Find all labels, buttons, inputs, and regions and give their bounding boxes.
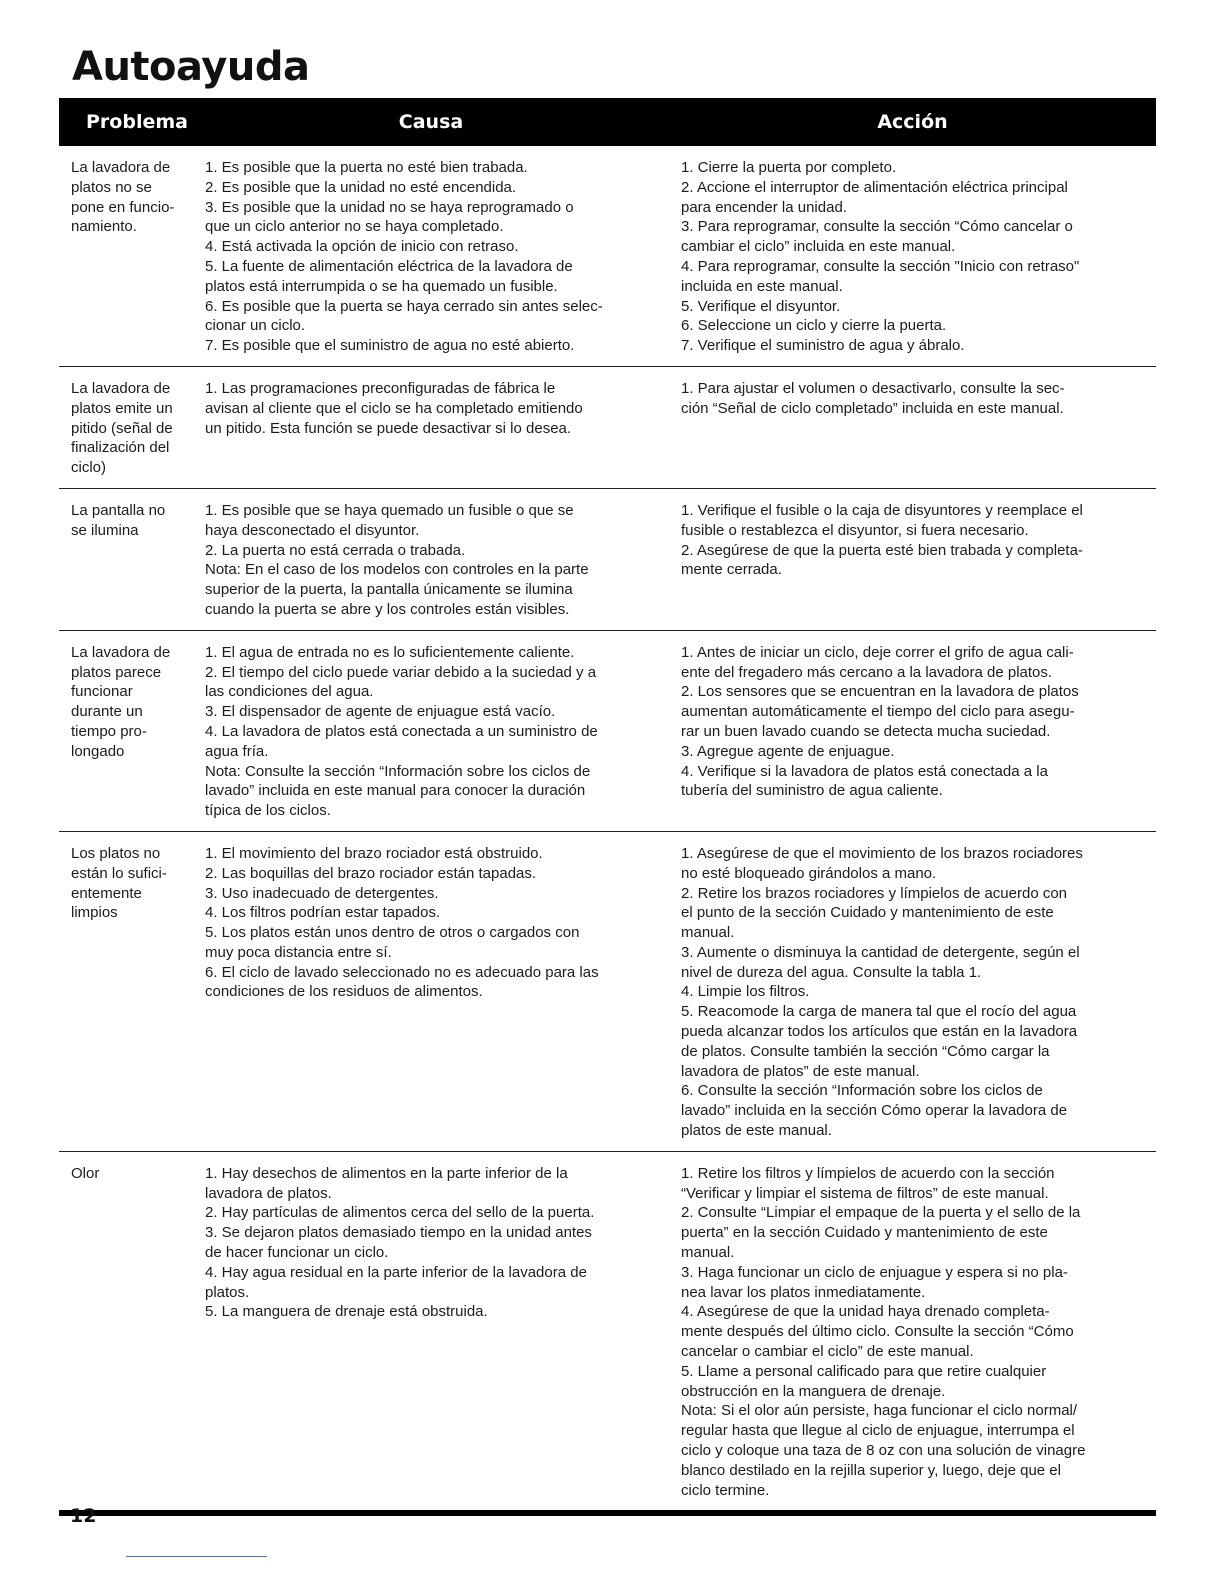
problem-line: longado <box>71 742 125 760</box>
problem-line: limpios <box>71 904 118 922</box>
action-line: 5. Verifique el disyuntor. <box>681 297 841 315</box>
cause-line: que un ciclo anterior no se haya completado. <box>205 218 504 236</box>
cause-line: 4. Está activada la opción de inicio con retraso. <box>205 238 519 256</box>
cause-line: cuando la puerta se abre y los controles están visibles. <box>205 600 570 618</box>
cause-line: haya desconectado el disyuntor. <box>205 521 420 539</box>
problem-line: La lavadora de <box>71 379 171 397</box>
action-line: 2. Asegúrese de que la puerta esté bien trabada y completa- <box>681 541 1083 559</box>
cause-line: 1. Hay desechos de alimentos en la parte inferior de la <box>205 1164 568 1182</box>
table-row <box>59 488 1156 630</box>
action-line: nea lavar los platos inmediatamente. <box>681 1283 926 1301</box>
table-body <box>59 146 1156 1513</box>
table-row <box>59 1151 1156 1513</box>
table-row <box>59 366 1156 488</box>
problem-line: tiempo pro- <box>71 722 147 740</box>
action-line: manual. <box>681 924 735 942</box>
problem-cell <box>59 146 193 366</box>
action-line: de platos. Consulte también la sección “Cómo cargar la <box>681 1042 1050 1060</box>
action-line: platos de este manual. <box>681 1122 832 1140</box>
action-line: rar un buen lavado cuando se detecta mucha suciedad. <box>681 722 1051 740</box>
problem-line: Los platos no <box>71 844 161 862</box>
cause-line: 4. Hay agua residual en la parte inferior de la lavadora de <box>205 1263 587 1281</box>
action-line: 7. Verifique el suministro de agua y ábralo. <box>681 337 965 355</box>
problem-line: La lavadora de <box>71 159 171 176</box>
problem-line: La pantalla no <box>71 501 166 519</box>
problem-line: finalización del <box>71 439 170 457</box>
cause-line: 3. Uso inadecuado de detergentes. <box>205 884 439 902</box>
cause-line: 3. Se dejaron platos demasiado tiempo en la unidad antes <box>205 1224 592 1242</box>
cause-line: 5. La fuente de alimentación eléctrica de la lavadora de <box>205 257 573 275</box>
problem-line: durante un <box>71 703 143 721</box>
cause-line: 3. El dispensador de agente de enjuague está vacío. <box>205 703 556 721</box>
page-number: 12 <box>70 1505 97 1527</box>
cause-line: 2. Las boquillas del brazo rociador están tapadas. <box>205 864 537 882</box>
action-line: 4. Verifique si la lavadora de platos está conectada a la <box>681 762 1048 780</box>
action-line: incluida en este manual. <box>681 277 843 295</box>
problem-line: platos no se <box>71 178 152 196</box>
problem-line: están lo sufici- <box>71 864 167 882</box>
action-line: 1. Asegúrese de que el movimiento de los brazos rociadores <box>681 844 1083 862</box>
problem-line: platos parece <box>71 663 162 681</box>
action-line: 3. Haga funcionar un ciclo de enjuague y espera si no pla- <box>681 1263 1068 1281</box>
cause-line: 1. Es posible que la puerta no esté bien trabada. <box>205 159 528 176</box>
cause-line: 4. La lavadora de platos está conectada a un suministro de <box>205 722 598 740</box>
problem-line: ciclo) <box>71 459 107 477</box>
header-action: Acción <box>669 98 1156 146</box>
cause-line: 1. Las programaciones preconfiguradas de fábrica le <box>205 379 556 397</box>
cause-line: 2. La puerta no está cerrada o trabada. <box>205 541 466 559</box>
action-line: fusible o restablezca el disyuntor, si fuera necesario. <box>681 521 1029 539</box>
action-line: 5. Reacomode la carga de manera tal que el rocío del agua <box>681 1003 1077 1021</box>
cause-line: 1. Es posible que se haya quemado un fusible o que se <box>205 501 574 519</box>
action-line: 6. Consulte la sección “Información sobre los ciclos de <box>681 1082 1043 1100</box>
action-line: 2. Retire los brazos rociadores y límpielos de acuerdo con <box>681 884 1068 902</box>
action-line: “Verificar y limpiar el sistema de filtros” de este manual. <box>681 1184 1049 1202</box>
problem-line: La lavadora de <box>71 643 171 661</box>
cause-line: lavado” incluida en este manual para conocer la duración <box>205 782 586 800</box>
action-line: nivel de dureza del agua. Consulte la tabla 1. <box>681 963 982 981</box>
action-line: 4. Limpie los filtros. <box>681 983 810 1001</box>
cause-line: 1. El agua de entrada no es lo suficientemente caliente. <box>205 643 575 661</box>
action-line: el punto de la sección Cuidado y mantenimiento de este <box>681 904 1054 922</box>
action-line: cambiar el ciclo” incluida en este manual. <box>681 238 956 256</box>
action-line: no esté bloqueado girándolos a mano. <box>681 864 937 882</box>
action-line: ciclo y coloque una taza de 8 oz con una solución de vinagre <box>681 1442 1086 1460</box>
action-line: 3. Agregue agente de enjuague. <box>681 742 895 760</box>
action-line: ciclo termine. <box>681 1481 770 1499</box>
cause-line: Nota: Consulte la sección “Información sobre los ciclos de <box>205 762 591 780</box>
problem-line: se ilumina <box>71 521 139 539</box>
troubleshooting-table <box>59 98 1156 1516</box>
action-line: 1. Antes de iniciar un ciclo, deje correr el grifo de agua cali- <box>681 643 1074 661</box>
action-line: 2. Los sensores que se encuentran en la lavadora de platos <box>681 683 1079 701</box>
action-line: Nota: Si el olor aún persiste, haga funcionar el ciclo normal/ <box>681 1402 1078 1420</box>
action-line: mente después del último ciclo. Consulte la sección “Cómo <box>681 1323 1074 1341</box>
table-header-row <box>59 98 1156 146</box>
cause-line: un pitido. Esta función se puede desactivar si lo desea. <box>205 419 572 437</box>
action-cell <box>669 366 1156 488</box>
cause-line: 4. Los filtros podrían estar tapados. <box>205 904 441 922</box>
action-line: 1. Cierre la puerta por completo. <box>681 159 897 176</box>
action-line: lavadora de platos” de este manual. <box>681 1062 920 1080</box>
action-line: blanco destilado en la rejilla superior y, luego, deje que el <box>681 1461 1061 1479</box>
cause-line: típica de los ciclos. <box>205 802 331 820</box>
page-title: Autoayuda <box>72 44 310 90</box>
footer-rule <box>126 1556 267 1557</box>
action-line: ente del fregadero más cercano a la lavadora de platos. <box>681 663 1053 681</box>
cause-line: 1. El movimiento del brazo rociador está obstruido. <box>205 844 543 862</box>
problem-line: platos emite un <box>71 399 173 417</box>
problem-line: funcionar <box>71 683 133 701</box>
action-line: manual. <box>681 1244 735 1262</box>
cause-cell <box>193 488 669 630</box>
cause-cell <box>193 831 669 1151</box>
cause-line: 7. Es posible que el suministro de agua no esté abierto. <box>205 337 575 355</box>
action-line: puerta” en la sección Cuidado y mantenimiento de este <box>681 1224 1048 1242</box>
cause-cell <box>193 630 669 831</box>
action-cell <box>669 1151 1156 1513</box>
problem-line: entemente <box>71 884 142 902</box>
action-line: cancelar o cambiar el ciclo” de este manual. <box>681 1343 974 1361</box>
cause-line: de hacer funcionar un ciclo. <box>205 1244 389 1262</box>
table-row <box>59 630 1156 831</box>
action-cell <box>669 630 1156 831</box>
action-line: pueda alcanzar todos los artículos que están en la lavadora <box>681 1023 1078 1041</box>
cause-line: 2. El tiempo del ciclo puede variar debido a la suciedad y a <box>205 663 597 681</box>
cause-cell <box>193 366 669 488</box>
cause-line: 2. Es posible que la unidad no esté encendida. <box>205 178 517 196</box>
cause-line: las condiciones del agua. <box>205 683 374 701</box>
problem-line: namiento. <box>71 218 137 236</box>
cause-line: platos está interrumpida o se ha quemado un fusible. <box>205 277 558 295</box>
problem-line: Olor <box>71 1164 100 1182</box>
cause-line: 6. El ciclo de lavado seleccionado no es adecuado para las <box>205 963 599 981</box>
action-line: 2. Consulte “Limpiar el empaque de la puerta y el sello de la <box>681 1204 1081 1222</box>
action-line: tubería del suministro de agua caliente. <box>681 782 943 800</box>
action-line: 5. Llame a personal calificado para que retire cualquier <box>681 1362 1047 1380</box>
action-line: 1. Verifique el fusible o la caja de disyuntores y reemplace el <box>681 501 1083 519</box>
action-cell <box>669 488 1156 630</box>
action-line: 4. Asegúrese de que la unidad haya drenado completa- <box>681 1303 1050 1321</box>
problem-cell <box>59 630 193 831</box>
cause-line: agua fría. <box>205 742 269 760</box>
cause-line: muy poca distancia entre sí. <box>205 943 392 961</box>
table-row <box>59 146 1156 366</box>
cause-line: superior de la puerta, la pantalla únicamente se ilumina <box>205 581 573 599</box>
action-line: 3. Para reprogramar, consulte la sección “Cómo cancelar o <box>681 218 1073 236</box>
action-line: 2. Accione el interruptor de alimentación eléctrica principal <box>681 178 1068 196</box>
cause-line: 6. Es posible que la puerta se haya cerrado sin antes selec- <box>205 297 603 315</box>
action-line: 1. Para ajustar el volumen o desactivarlo, consulte la sec- <box>681 379 1065 397</box>
cause-line: lavadora de platos. <box>205 1184 332 1202</box>
action-line: ción “Señal de ciclo completado” incluida en este manual. <box>681 399 1064 417</box>
cause-line: avisan al cliente que el ciclo se ha completado emitiendo <box>205 399 583 417</box>
action-line: 1. Retire los filtros y límpielos de acuerdo con la sección <box>681 1164 1055 1182</box>
action-line: aumentan automáticamente el tiempo del ciclo para asegu- <box>681 703 1075 721</box>
action-line: regular hasta que llegue al ciclo de enjuague, interrumpa el <box>681 1422 1075 1440</box>
action-line: para encender la unidad. <box>681 198 847 216</box>
action-line: obstrucción en la manguera de drenaje. <box>681 1382 946 1400</box>
cause-line: 5. Los platos están unos dentro de otros o cargados con <box>205 924 580 942</box>
action-cell <box>669 146 1156 366</box>
action-line: 4. Para reprogramar, consulte la sección "Inicio con retraso" <box>681 257 1080 275</box>
cause-cell <box>193 1151 669 1513</box>
header-cause: Causa <box>193 98 669 146</box>
table-row <box>59 831 1156 1151</box>
problem-cell <box>59 488 193 630</box>
cause-line: 2. Hay partículas de alimentos cerca del sello de la puerta. <box>205 1204 595 1222</box>
cause-cell <box>193 146 669 366</box>
cause-line: Nota: En el caso de los modelos con controles en la parte <box>205 561 589 579</box>
action-line: 3. Aumente o disminuya la cantidad de detergente, según el <box>681 943 1080 961</box>
cause-line: platos. <box>205 1283 250 1301</box>
action-line: 6. Seleccione un ciclo y cierre la puerta. <box>681 317 947 335</box>
cause-line: 3. Es posible que la unidad no se haya reprogramado o <box>205 198 574 216</box>
problem-line: pone en funcio- <box>71 198 175 216</box>
cause-line: 5. La manguera de drenaje está obstruida. <box>205 1303 488 1321</box>
header-problem: Problema <box>59 98 193 146</box>
problem-cell <box>59 366 193 488</box>
cause-line: cionar un ciclo. <box>205 317 306 335</box>
problem-cell <box>59 1151 193 1513</box>
problem-line: pitido (señal de <box>71 419 173 437</box>
cause-line: condiciones de los residuos de alimentos. <box>205 983 483 1001</box>
action-cell <box>669 831 1156 1151</box>
problem-cell <box>59 831 193 1151</box>
action-line: mente cerrada. <box>681 561 782 579</box>
action-line: lavado” incluida en la sección Cómo operar la lavadora de <box>681 1102 1068 1120</box>
